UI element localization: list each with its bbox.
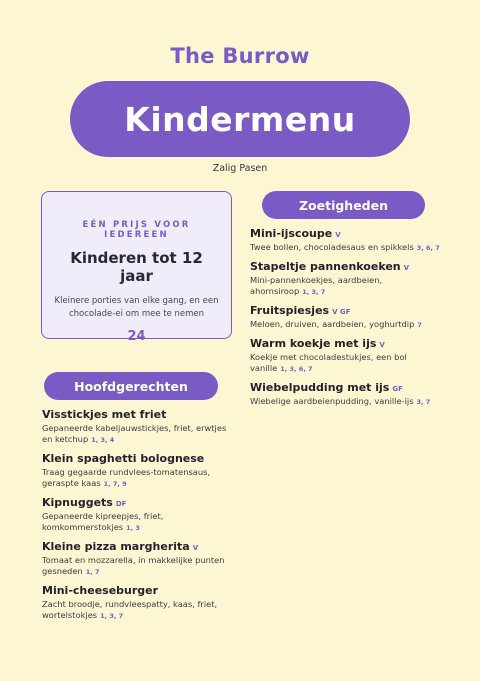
menu-item: [42, 496, 232, 534]
item-description: Koekje met chocoladestukjes, een bol vanille: [250, 352, 407, 373]
menu-item: [250, 381, 450, 408]
diet-tag: V: [379, 341, 385, 349]
section-header-sweets: [262, 191, 425, 219]
item-description: Traag gegaarde rundvlees-tomatensaus, geraspte kaas: [42, 467, 211, 488]
restaurant-name: The Burrow: [170, 44, 310, 68]
price-headline: Kinderen tot 12 jaar: [70, 249, 203, 285]
diet-tag: DF: [115, 500, 127, 508]
menu-item: [250, 227, 450, 254]
item-description: Mini-pannenkoekjes, aardbeien, ahornsiroop: [250, 275, 383, 296]
price-value: 24: [127, 329, 146, 344]
item-name: Mini-cheeseburger: [42, 584, 159, 597]
section-title-mains: Hoofdgerechten: [74, 378, 188, 394]
allergen-codes: 1, 3, 7: [100, 612, 124, 620]
item-name: Kipnuggets: [42, 496, 113, 509]
allergen-codes: 1, 7, 9: [103, 480, 127, 488]
item-description: Wiebelige aardbeienpudding, vanille-ijs: [250, 396, 414, 406]
diet-tag: GF: [392, 385, 403, 393]
item-description: Twee bollen, chocoladesaus en spikkels: [250, 242, 414, 252]
item-name: Stapeltje pannenkoeken: [250, 260, 401, 273]
item-description: Gepaneerde kabeljauwstickjes, friet, erwtjes en ketchup: [42, 423, 227, 444]
item-name: Mini-ijscoupe: [250, 227, 333, 240]
menu-item: [42, 408, 232, 446]
allergen-codes: 1, 3: [126, 524, 140, 532]
menu-title-banner: [70, 81, 410, 157]
item-description: Meloen, druiven, aardbeien, yoghurtdip: [250, 319, 415, 329]
menu-title: Kindermenu: [124, 99, 356, 139]
section-header-mains: [44, 372, 218, 400]
menu-subtitle: Zalig Pasen: [212, 163, 268, 174]
menu-section-sweets: [250, 227, 450, 414]
menu-section-mains: [42, 408, 232, 628]
item-name: Visstickjes met friet: [42, 408, 167, 421]
item-name: Klein spaghetti bolognese: [42, 452, 205, 465]
item-description: Tomaat en mozzarella, in makkelijke punten gesneden: [42, 555, 225, 576]
menu-item: [42, 540, 232, 578]
allergen-codes: 1, 3, 7: [302, 288, 326, 296]
allergen-codes: 3, 7: [416, 398, 431, 406]
item-name: Fruitspiesjes: [250, 304, 330, 317]
price-kicker: EÉN PRIJS VOOR IEDEREEN: [82, 220, 191, 240]
section-title-sweets: Zoetigheden: [298, 197, 389, 213]
item-name: Wiebelpudding met ijs: [250, 381, 390, 394]
menu-item: [250, 304, 450, 331]
item-description: Gepaneerde kipreepjes, friet, komkommerstokjes: [42, 511, 164, 532]
price-box: [41, 191, 232, 344]
diet-tag: V: [403, 264, 410, 272]
menu-item: [42, 452, 232, 490]
allergen-codes: 3, 6, 7: [416, 244, 440, 252]
menu-item: [42, 584, 232, 622]
allergen-codes: 1, 7: [85, 568, 100, 576]
diet-tag: V: [335, 231, 341, 239]
diet-tag: V: [192, 544, 199, 552]
menu-item: [250, 260, 450, 298]
price-description: Kleinere porties van elke gang, en een chocolade-ei om mee te nemen: [54, 296, 219, 319]
item-name: Kleine pizza margherita: [42, 540, 190, 553]
item-description: Zacht broodje, rundvleespatty, kaas, friet, wortelstokjes: [42, 599, 218, 620]
allergen-codes: 1, 3, 4: [91, 436, 115, 444]
allergen-codes: 1, 3, 6, 7: [280, 365, 313, 373]
menu-item: [250, 337, 450, 375]
allergen-codes: 7: [417, 321, 422, 329]
diet-tag: V GF: [332, 308, 351, 316]
item-name: Warm koekje met ijs: [250, 337, 377, 350]
